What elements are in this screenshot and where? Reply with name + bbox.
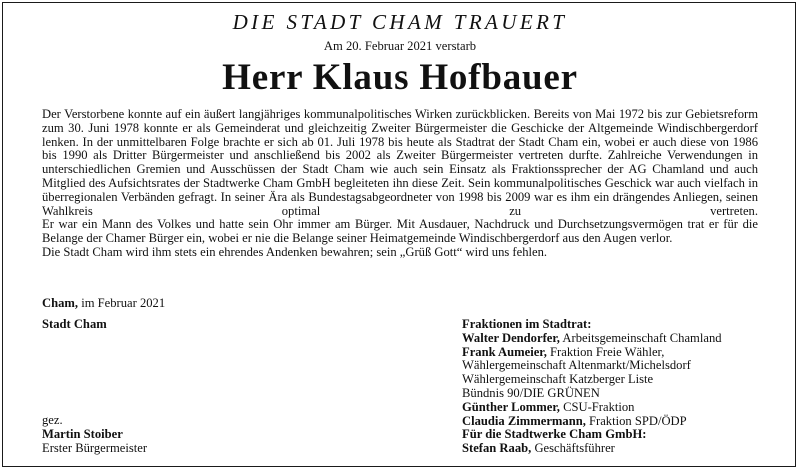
faction-detail: Arbeitsgemeinschaft Chamland: [562, 330, 722, 345]
faction-detail: Wählergemeinschaft Altenmarkt/Michelsdorf: [462, 358, 691, 373]
paragraph-career: Der Verstorbene konnte auf ein äußert langjähriges kommunalpolitisches Wirken zurückblicken. Bereits von Mai 1972 bis zur Gebietsreform zum 30. Juni 1978 konnte er als Gemeinderat und gleichzeitig Zweiter Bürgermeister die Geschicke der Altgemeinde Windischbergerdorf lenken. In der unmittelbaren Folge brachte er sich ab 01. Juli 1978 bis heute als Stadtrat der Stadt Cham ein, wobei er auch diese von 1986 bis 1990 als Dritter Bürgermeister und anschließend bis 2002 als Zweiter Bürgermeister vertreten durfte. Zahlreiche Verwendungen in unterschiedlichen Gremien und Ausschüssen der Stadt Cham wie auch sein Einsatz als Fraktionssprecher der AG Chamland und auch Mitglied des Aufsichtsrates der Stadtwerke Cham GmbH begleiteten ihn diese Zeit. Sein kommunalpolitisches Geschick war auch vielfach in überregionalen Verbänden gefragt. In seiner Ära als Bundestagsabgeordneter von 1998 bis 2009 war es ihm ein drängendes Anliegen, seinen Wahlkreis optimal zu vertreten.: [42, 107, 758, 218]
faction-entry: [462, 346, 762, 360]
signature-left: [42, 318, 402, 458]
signer-block: [42, 414, 147, 455]
faction-entry: [462, 373, 762, 387]
faction-entry: [462, 359, 762, 373]
faction-detail: Fraktion SPD/ÖDP: [589, 413, 687, 428]
place-date-line: [42, 296, 165, 311]
signing-organization: Stadt Cham: [42, 317, 107, 331]
utility-role: Geschäftsführer: [534, 441, 615, 456]
faction-person: Claudia Zimmermann,: [462, 413, 586, 428]
paragraph-remembrance: Die Stadt Cham wird ihm stets ein ehrendes Andenken bewahren; sein „Grüß Gott“ wird uns fehlen.: [42, 244, 548, 259]
death-date-line: Am 20. Februar 2021 verstarb: [323, 39, 477, 53]
faction-detail: Fraktion Freie Wähler,: [550, 344, 665, 359]
faction-entry: [462, 387, 762, 401]
faction-detail: Bündnis 90/DIE GRÜNEN: [462, 385, 600, 400]
paragraph-character: Er war ein Mann des Volkes und hatte sein Ohr immer am Bürger. Mit Ausdauer, Nachdruck und Durchsetzungsvermögen trat er für die Belange der Chamer Bürger ein, wobei er nie die Belange seiner Heimatgemeinde Windischbergerdorf aus den Augen verlor.: [42, 217, 758, 246]
notice-kicker: DIE STADT CHAM TRAUERT: [232, 10, 568, 34]
faction-entry: [462, 415, 762, 429]
faction-person: Günther Lommer,: [462, 399, 560, 414]
signature-right: [462, 318, 762, 456]
utility-person: Stefan Raab,: [462, 441, 532, 456]
utility-heading: Für die Stadtwerke Cham GmbH:: [462, 427, 647, 442]
obituary-body: [42, 108, 758, 260]
gez-label: gez.: [42, 413, 63, 427]
place: Cham,: [42, 296, 79, 310]
deceased-name: Herr Klaus Hofbauer: [222, 57, 578, 98]
faction-entry: [462, 332, 762, 346]
faction-person: Frank Aumeier,: [462, 344, 547, 359]
faction-detail: Wählergemeinschaft Katzberger Liste: [462, 372, 654, 387]
factions-heading: Fraktionen im Stadtrat:: [462, 317, 592, 331]
faction-person: Walter Dendorfer,: [462, 330, 560, 345]
signer-name: Martin Stoiber: [42, 426, 123, 441]
signer-role: Erster Bürgermeister: [42, 440, 148, 455]
utility-entry: [462, 442, 762, 456]
date: im Februar 2021: [81, 296, 166, 310]
faction-entry: [462, 401, 762, 415]
faction-detail: CSU-Fraktion: [563, 399, 635, 414]
